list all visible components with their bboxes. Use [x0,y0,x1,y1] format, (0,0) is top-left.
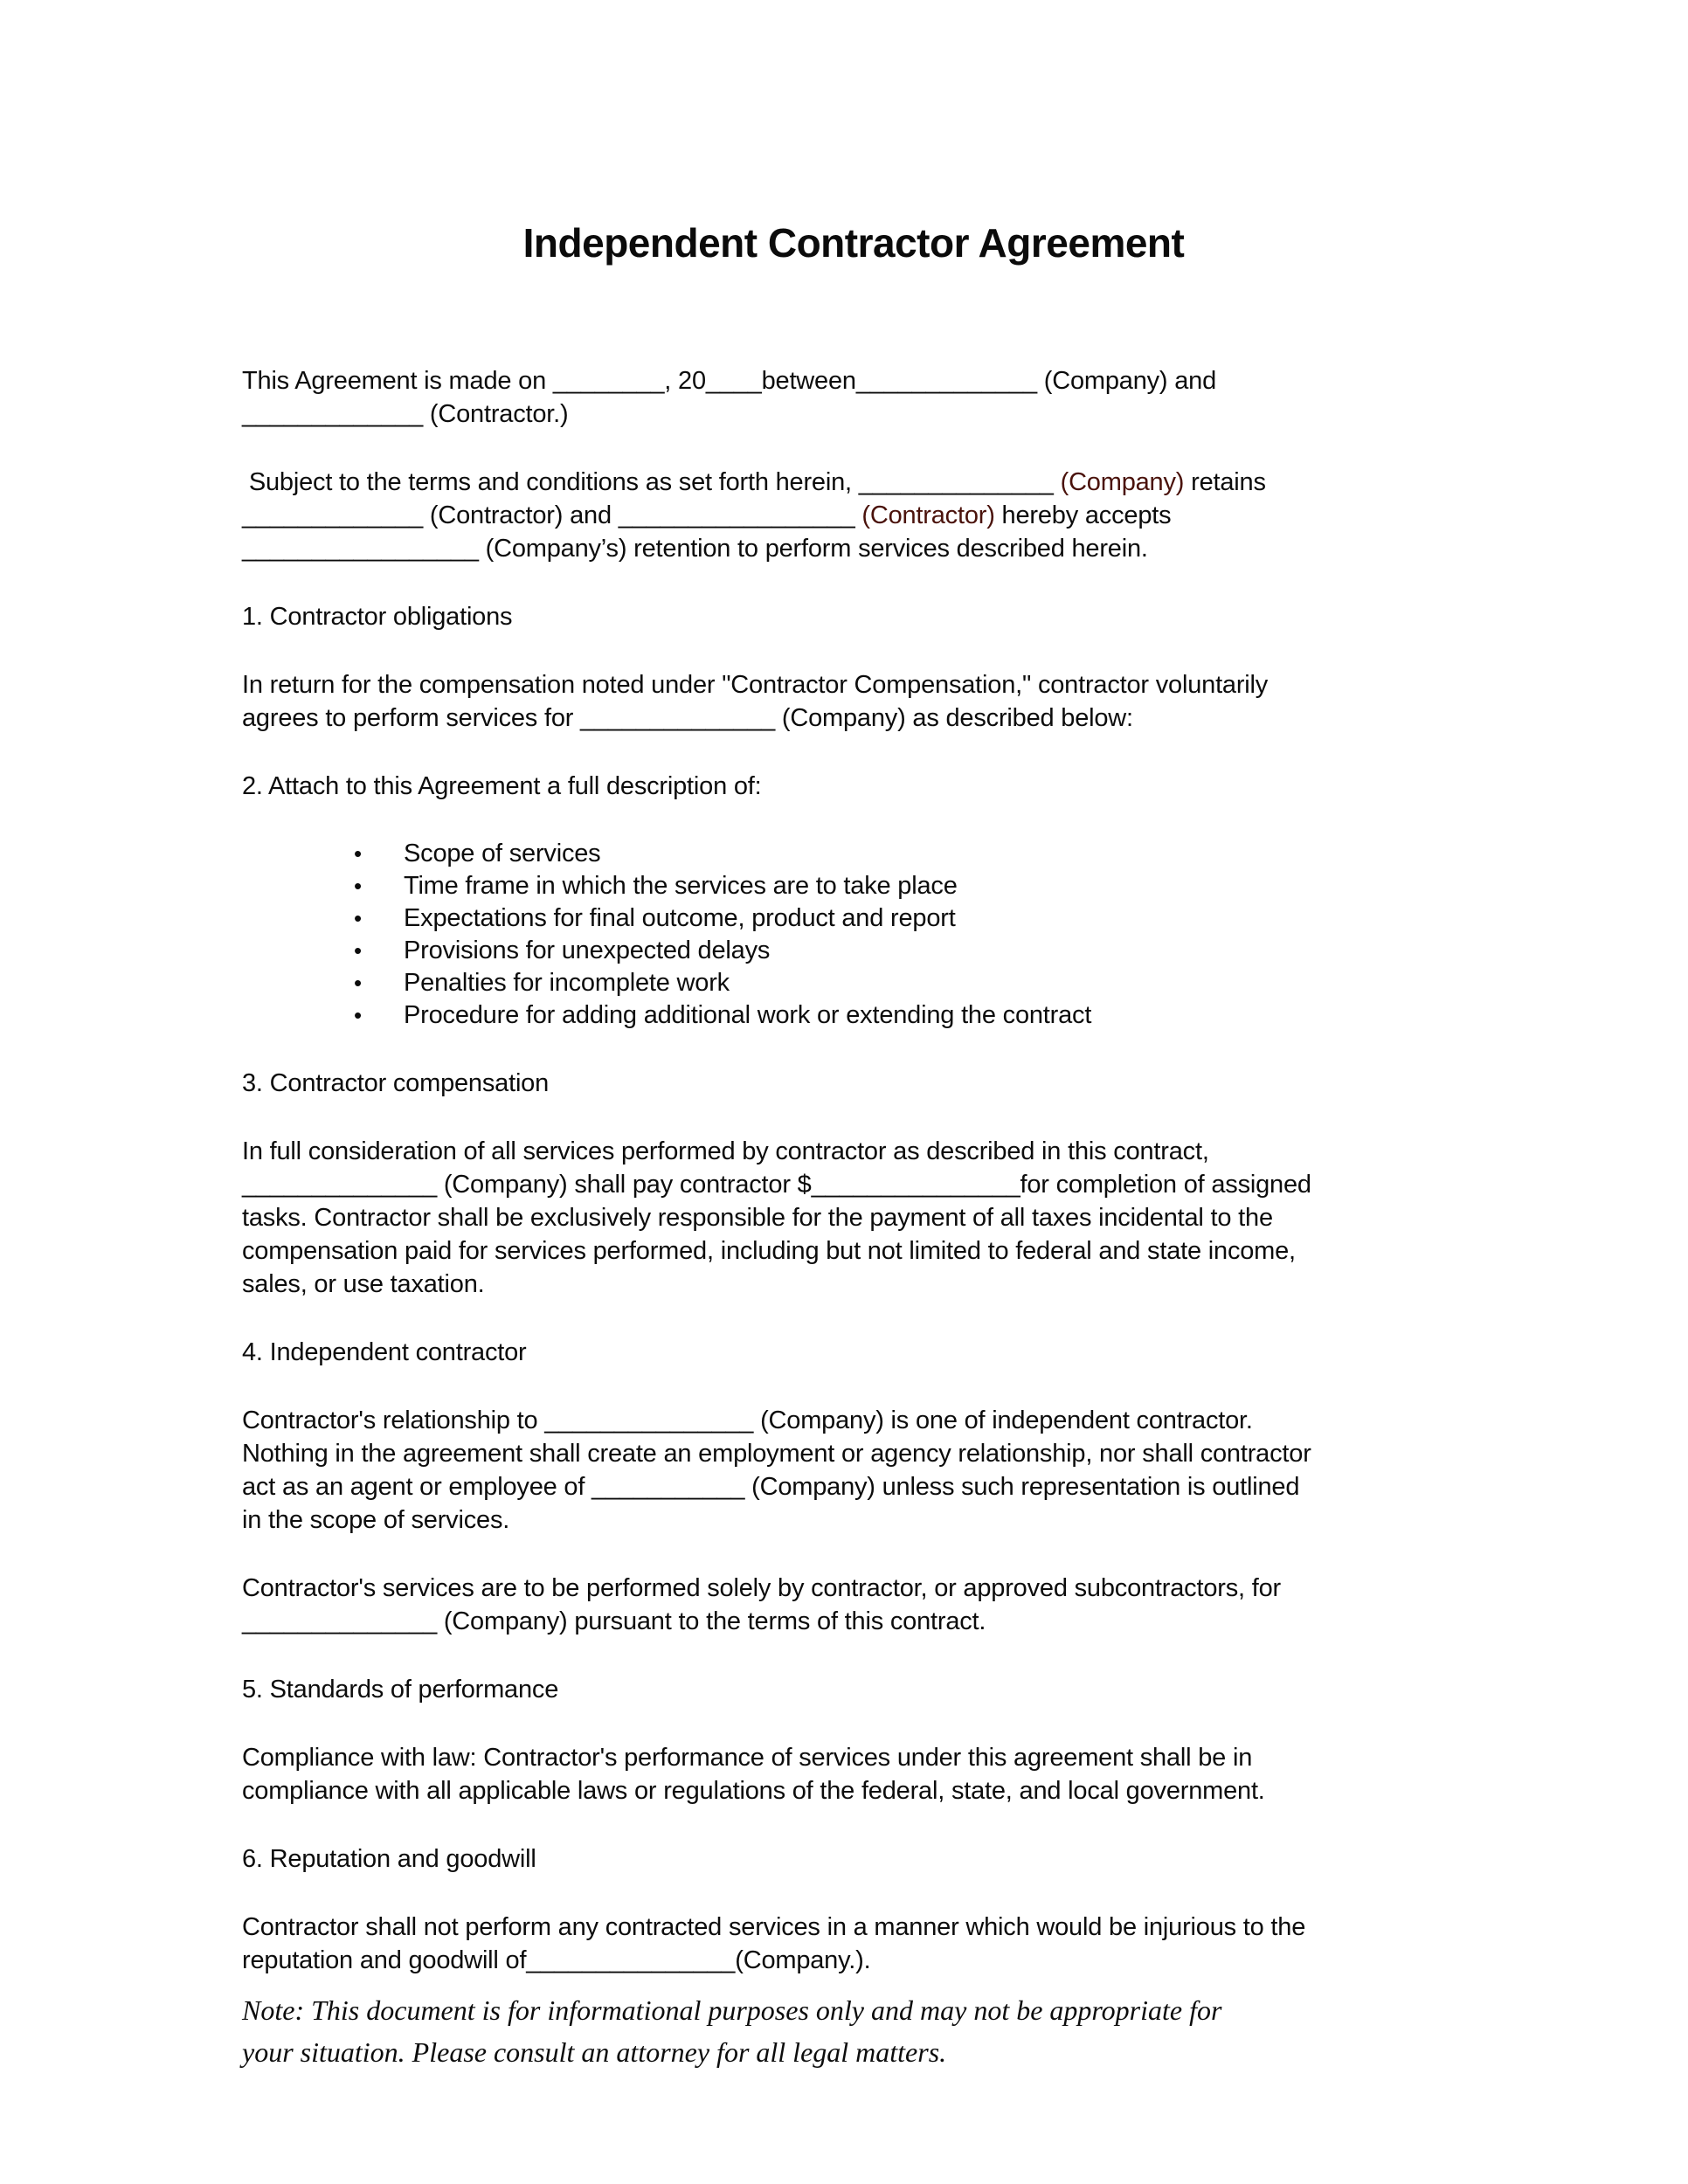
section-5-paragraph [242,1741,1500,1807]
section-4-heading [242,1336,1500,1369]
section-2-heading [242,770,1500,803]
text-line: This Agreement is made on ________, 20____between_____________ (Company) and [242,367,1217,395]
bullet-item: • Procedure for adding additional work or extending the contract [242,999,1500,1032]
text-line: Compliance with law: Contractor's performance of services under this agreement shall be in [242,1744,1253,1772]
section-4-paragraph-2 [242,1572,1500,1638]
text-line: your situation. Please consult an attorney for all legal matters. [242,2036,947,2068]
bullet-item: • Scope of services [242,838,1500,870]
text-line: 2. Attach to this Agreement a full description of: [242,772,762,800]
section-6-paragraph [242,1911,1500,1977]
text-line: 6. Reputation and goodwill [242,1845,536,1873]
text-line: tasks. Contractor shall be exclusively responsible for the payment of all taxes incidental to the [242,1204,1273,1232]
section-1-paragraph [242,668,1500,735]
text-line: 4. Independent contractor [242,1338,527,1366]
disclaimer-note [242,1989,1500,2073]
section-3-heading [242,1067,1500,1100]
text-line: agrees to perform services for ______________ (Company) as described below: [242,704,1133,732]
text-line: In full consideration of all services performed by contractor as described in this contract, [242,1137,1209,1165]
text-line: Note: This document is for informational purposes only and may not be appropriate for [242,1994,1222,2026]
text-line: _____________ (Contractor) and _________________ (Contractor) hereby accepts [242,501,1172,529]
text-line: 3. Contractor compensation [242,1069,550,1097]
text-line: Contractor's services are to be performed solely by contractor, or approved subcontractors, for [242,1574,1281,1602]
description-bullet-list [242,838,1500,1032]
text-line: sales, or use taxation. [242,1270,485,1298]
section-1-heading [242,600,1500,633]
retention-paragraph [242,466,1500,565]
text-line: ______________ (Company) pursuant to the terms of this contract. [242,1607,986,1635]
document-body [242,364,1500,2073]
text-line: Subject to the terms and conditions as set forth herein, ______________ (Company) retains [242,468,1266,496]
intro-paragraph [242,364,1500,431]
document-title: Independent Contractor Agreement [522,220,1185,266]
text-line: _____________ (Contractor.) [242,400,569,428]
bullet-item: • Penalties for incomplete work [242,967,1500,999]
text-line: act as an agent or employee of ___________ (Company) unless such representation is outlined [242,1473,1300,1501]
text-line: 5. Standards of performance [242,1676,559,1704]
text-line: 1. Contractor obligations [242,603,513,631]
text-line: compensation paid for services performed, including but not limited to federal and state income, [242,1237,1296,1265]
text-line: compliance with all applicable laws or regulations of the federal, state, and local government. [242,1777,1265,1805]
text-line: Nothing in the agreement shall create an employment or agency relationship, nor shall contractor [242,1440,1311,1468]
text-line: In return for the compensation noted under "Contractor Compensation," contractor voluntarily [242,671,1269,699]
text-line: in the scope of services. [242,1506,510,1534]
text-line: reputation and goodwill of_______________(Company.). [242,1946,871,1974]
bullet-item: • Expectations for final outcome, product and report [242,902,1500,935]
text-line: ______________ (Company) shall pay contractor $_______________for completion of assigned [242,1171,1311,1199]
text-line: Contractor shall not perform any contracted services in a manner which would be injurious to the [242,1913,1306,1941]
bullet-item: • Time frame in which the services are to take place [242,870,1500,902]
text-line: Contractor's relationship to _______________ (Company) is one of independent contractor. [242,1406,1253,1434]
bullet-item: • Provisions for unexpected delays [242,935,1500,967]
section-4-paragraph-1 [242,1404,1500,1537]
section-3-paragraph [242,1135,1500,1301]
section-6-heading [242,1842,1500,1876]
text-line: _________________ (Company’s) retention to perform services described herein. [242,535,1148,563]
section-5-heading [242,1673,1500,1706]
